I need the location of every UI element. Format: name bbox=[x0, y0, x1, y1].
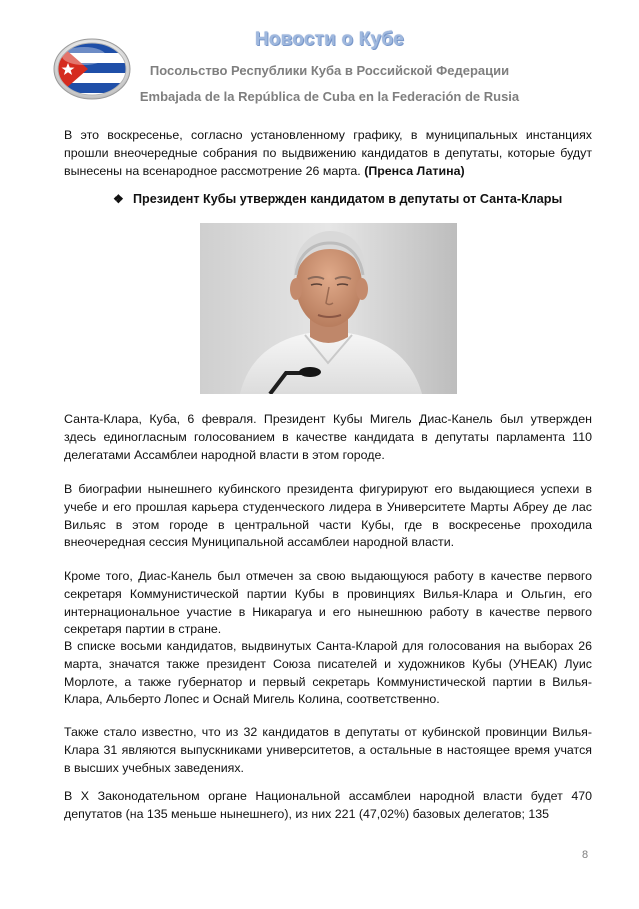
embassy-name-ru: Посольство Республики Куба в Российской Федерации bbox=[149, 63, 510, 78]
article-paragraph: В списке восьми кандидатов, выдвинутых Санта-Кларой для голосования на выборах 26 марта, значатся также президент Союза писателей и художников Кубы (УНЕАК) Луис Морлоте, а также губернатор и первый секретарь Коммунистической партии в Вилья-Клара, Альберто Лопес и Оснай Мигель Колина, соответственно. bbox=[64, 639, 592, 707]
page-number: 8 bbox=[582, 849, 589, 861]
article-paragraph: В биографии нынешнего кубинского президента фигурируют его выдающиеся успехи в учебе и его прошлая карьера студенческого лидера в Университете Марты Абреу де лас Вильяс в этом городе в центральной части Кубы, где в воскресенье проходила внеочередная сессия Муниципальной ассамблеи народной власти. bbox=[64, 482, 592, 550]
article-paragraph: Кроме того, Диас-Канель был отмечен за свою выдающуюся работу в качестве первого секретаря Коммунистической партии Кубы в провинциях Вилья-Клара и Ольгин, его интернациональное участие в Никарагуа и его нынешнюю работу в качестве первого секретаря партии в стране. bbox=[64, 569, 592, 637]
article-paragraph: Санта-Клара, Куба, 6 февраля. Президент Кубы Мигель Диас-Канель был утвержден здесь единогласным голосованием в качестве кандидата в депутаты парламента 110 делегатами Ассамблеи народной власти в этом городе. bbox=[64, 412, 592, 462]
intro-paragraph bbox=[64, 127, 592, 180]
intro-source: (Пренса Латина) bbox=[364, 163, 465, 178]
intro-text: В это воскресенье, согласно установленному графику, в муниципальных инстанциях прошли внеочередные собрания по выдвижению кандидатов в депутаты, которые будут вынесены на всенародное рассмотрение 26 марта. bbox=[64, 128, 592, 178]
article-heading bbox=[113, 192, 613, 206]
article-heading-text: Президент Кубы утвержден кандидатом в депутаты от Санта-Клары bbox=[133, 192, 563, 206]
article-paragraph: Также стало известно, что из 32 кандидатов в депутаты от кубинской провинции Вилья-Клара 31 являются выпускниками университетов, а остальные в настоящее время учатся в высших учебных заведениях. bbox=[64, 725, 592, 775]
page-title: Новости о Кубе bbox=[254, 29, 405, 50]
embassy-name-es: Embajada de la República de Cuba en la Federación de Rusia bbox=[139, 89, 520, 104]
article-paragraph: В X Законодательном органе Национальной ассамблеи народной власти будет 470 депутатов (на 135 меньше нынешнего), из них 221 (47,02%) базовых делегатов; 135 bbox=[64, 789, 592, 821]
diamond-bullet-icon: ❖ bbox=[113, 192, 124, 206]
president-photo bbox=[200, 223, 457, 394]
